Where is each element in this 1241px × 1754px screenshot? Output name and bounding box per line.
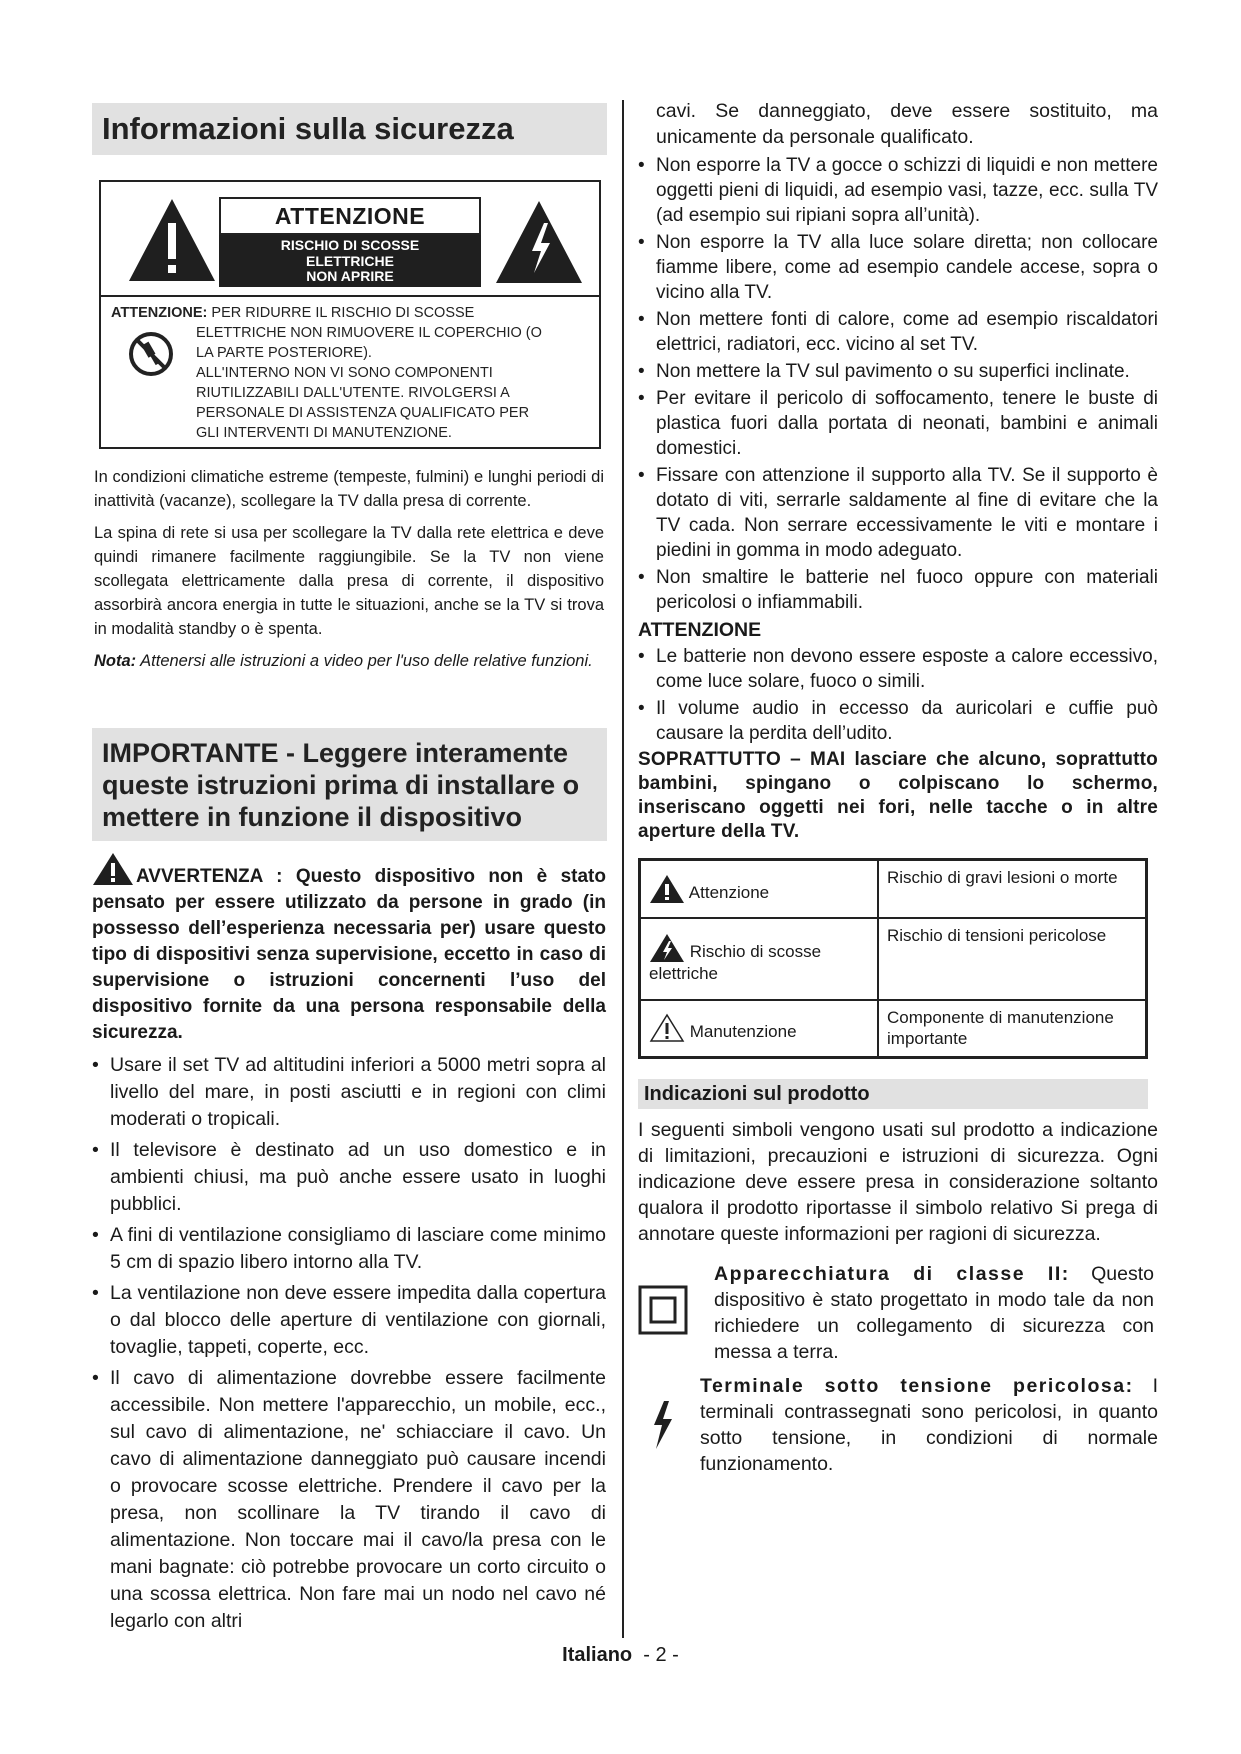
attention-list [638,644,1158,746]
electric-shock-icon [649,933,685,963]
note-label: Nota: [94,652,137,670]
warning-label-header [101,182,599,297]
caution-line: PERSONALE DI ASSISTENZA QUALIFICATO PER [196,405,530,421]
list-item: • Il cavo di alimentazione dovrebbe essere facilmente accessibile. Non mettere l'apparecchio, un mobile, ecc., sul cavo di alimentazione, ne' schiacciare il cavo. Un cavo di alimentazione danneggiato può causare incendi o provocare scosse elettriche. Prendere il cavo per la presa, non scollinare la TV tirando il cavo di alimentazione. Non toccare mai il cavo/la presa con le mani bagnate: ciò potrebbe provocare un corto circuito o una scossa elettrica. Non fare mai un nodo nel cavo né legarlo con altri [92,1365,606,1635]
symbol-table [638,858,1148,1059]
attention-heading: ATTENZIONE [638,619,762,641]
list-item: • Il volume audio in eccesso da auricolari e cuffie può causare la perdita dell’udito. [638,696,1158,746]
table-cell: Rischio di gravi lesioni o morte [878,860,1147,918]
warning-section [92,852,606,1639]
page-number: - 2 - [643,1644,679,1666]
table-cell [640,860,879,918]
warning-filled-icon [649,874,685,904]
warning-sub-line: ELETTRICHE [306,252,394,269]
caution-line: RIUTILIZZABILI DALL'UTENTE. RIVOLGERSI A [196,385,510,401]
warning-filled-icon [92,852,134,886]
warning-subheading [219,235,481,287]
warning-heading: ATTENZIONE [219,197,481,235]
caps-warning: SOPRATTUTTO – MAI lasciare che alcuno, soprattutto bambini, spingano o colpiscano lo schermo, inseriscano oggetti nei fori, nelle tacche o in altre aperture della TV. [638,749,1158,842]
warning-label-box [99,180,601,449]
terminal-entry [638,1373,1158,1477]
list-item: • Non mettere la TV sul pavimento o su superfici inclinate. [638,359,1158,384]
column-divider [622,100,624,1638]
list-item: • A fini di ventilazione consigliamo di lasciare come minimo 5 cm di spazio libero intorno alla TV. [92,1222,606,1276]
caution-label: ATTENZIONE: [111,305,208,321]
table-cell [640,1000,879,1058]
list-item: • Il televisore è destinato ad un uso domestico e in ambienti chiusi, ma può anche essere usato in luoghi pubblici. [92,1137,606,1218]
exclamation-triangle-icon [127,197,217,283]
note [94,649,604,673]
list-item: • Per evitare il pericolo di soffocamento, tenere le buste di plastica fuori dalla portata di neonati, bambini e animali domestici. [638,386,1158,461]
warning-sub-line: NON APRIRE [306,268,394,284]
caution-line: GLI INTERVENTI DI MANUTENZIONE. [196,425,452,441]
warning-text: AVVERTENZA : Questo dispositivo non è stato pensato per essere utilizzato da persone in grado (in possesso dell’esperienza necessaria per) usare questo tipo di dispositivi senza supervisione, eccetto in caso di supervisione o istruzioni concernenti l’uso del dispositivo fornite da una persona responsabile della sicurezza. [92,866,606,1043]
table-cell-text: Attenzione [688,882,770,902]
list-item: • Non smaltire le batterie nel fuoco oppure con materiali pericolosi o infiammabili. [638,565,1158,615]
table-cell: Componente di manutenzione importante [878,1000,1147,1058]
right-column [638,98,1158,1477]
continuation-text: cavi. Se danneggiato, deve essere sostituito, ma unicamente da personale qualificato. [656,100,1158,148]
warning-outline-icon [649,1013,685,1043]
paragraph: La spina di rete si usa per scollegare la TV dalla rete elettrica e deve quindi rimanere facilmente raggiungibile. Se la TV non viene scollegata elettricamente dalla presa di corrente, il dispositivo assorbirà ancora energia in tutte le situazioni, anche se la TV si trova in modalità standby o è spenta. [94,524,604,638]
list-item: • La ventilazione non deve essere impedita dalla copertura o dal blocco delle aperture di ventilazione con giornali, tovaglie, tappeti, coperte, ecc. [92,1280,606,1361]
table-row [640,1000,1147,1058]
table-row [640,860,1147,918]
class2-text [714,1261,1154,1365]
list-item: • Non esporre la TV a gocce o schizzi di liquidi e non mettere oggetti pieni di liquidi, ad esempio vasi, tazze, ecc. sulla TV (ad esempio sui ripiani sopra all’unità). [638,153,1158,228]
warning-paragraph [92,852,606,1046]
lightning-icon [650,1399,676,1451]
footer-language: Italiano [562,1644,633,1666]
section-title-safety: Informazioni sulla sicurezza [92,103,607,155]
warning-sub-line: RISCHIO DI SCOSSE [280,237,420,253]
list-item: • Fissare con attenzione il supporto alla TV. Se il supporto è dotato di viti, serrarle saldamente al fine di evitare che la TV cada. Non serrare eccessivamente le viti e montare i piedini in gomma in modo adeguato. [638,463,1158,563]
caution-line: ALL'INTERNO NON VI SONO COMPONENTI [196,365,493,381]
caution-text [111,303,591,443]
list-item: • Non mettere fonti di calore, come ad esempio riscaldatori elettrici, radiatori, ecc. vicino al set TV. [638,307,1158,357]
table-cell: Rischio di tensioni pericolose [878,918,1147,1000]
class2-entry [638,1261,1158,1363]
table-row [640,918,1147,1000]
product-heading: Indicazioni sul prodotto [638,1079,1148,1109]
intro-text [94,465,604,673]
caution-line: ELETTRICHE NON RIMUOVERE IL COPERCHIO (O [196,325,542,341]
bullet-list [92,1052,606,1635]
class2-label: Apparecchiatura di classe II: [714,1263,1070,1285]
note-text: Attenersi alle istruzioni a video per l'uso delle relative funzioni. [140,652,593,670]
caution-line: LA PARTE POSTERIORE). [196,345,372,361]
table-cell-text: Rischio di scosse elettriche [649,942,822,983]
table-cell [640,918,879,1000]
caution-line: PER RIDURRE IL RISCHIO DI SCOSSE [211,305,475,321]
class2-description: Questo dispositivo è stato progettato in modo tale da non richiedere un collegamento di sicurezza con messa a terra. [714,1263,1154,1363]
page-footer [0,1644,1241,1667]
terminal-label: Terminale sotto tensione pericolosa: [700,1375,1134,1397]
double-square-icon [638,1285,688,1335]
terminal-text [638,1373,1158,1477]
lightning-triangle-icon [494,199,584,285]
section-title-important: IMPORTANTE - Leggere interamente queste istruzioni prima di installare o mettere in funzione il dispositivo [92,728,607,841]
product-paragraph: I seguenti simboli vengono usati sul prodotto a indicazione di limitazioni, precauzioni e istruzioni di sicurezza. Ogni indicazione deve essere presa in considerazione soltanto qualora il prodotto riportasse il simbolo relativo Si prega di annotare queste informazioni per ragioni di sicurezza. [638,1119,1158,1245]
list-item: • Usare il set TV ad altitudini inferiori a 5000 metri sopra al livello del mare, in posti asciutti e in regioni con climi moderati o tropicali. [92,1052,606,1133]
list-item: • Non esporre la TV alla luce solare diretta; non collocare fiamme libere, come ad esempio candele accese, sopra o vicino alla TV. [638,230,1158,305]
table-cell-text: Manutenzione [689,1022,797,1042]
list-item: • Le batterie non devono essere esposte a calore eccessivo, come luce solare, fuoco o simili. [638,644,1158,694]
bullet-list [638,153,1158,615]
terminal-description: I terminali contrassegnati sono pericolosi, in quanto sotto tensione, in condizioni di normale funzionamento. [700,1375,1159,1475]
paragraph: In condizioni climatiche estreme (tempeste, fulmini) e lunghi periodi di inattività (vacanze), scollegare la TV dalla presa di corrente. [94,468,604,510]
